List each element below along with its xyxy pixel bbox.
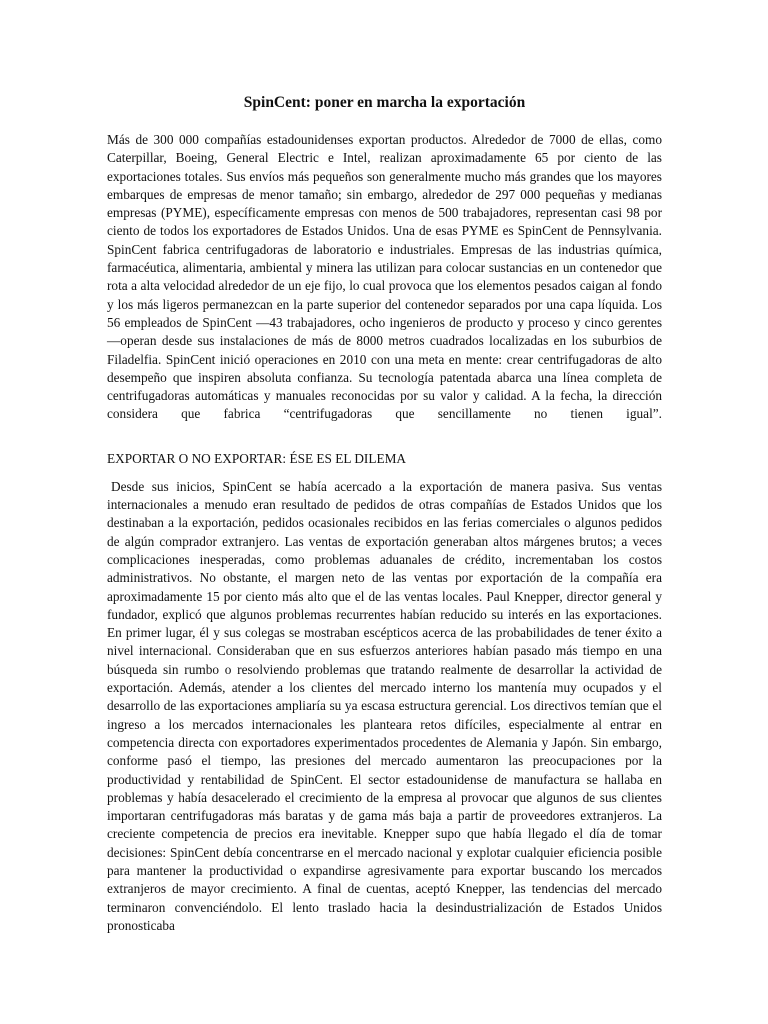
section-heading: EXPORTAR O NO EXPORTAR: ÉSE ES EL DILEMA (107, 450, 407, 466)
intro-paragraph: Más de 300 000 compañías estadounidenses exportan productos. Alrededor de 7000 de ellas, como Caterpillar, Boeing, General Electric e Intel, realizan aproximadamente 65 por ciento de las exportaciones totales. Sus envíos más pequeños son generalmente mucho más grandes que los mayores embarques de empresas de menor tamaño; sin embargo, alrededor de 297 000 pequeñas y medianas empresas (PYME), específicamente empresas con menos de 500 trabajadores, representan casi 98 por ciento de todos los exportadores de Estados Unidos. Una de esas PYME es SpinCent de Pennsylvania. SpinCent fabrica centrifugadoras de laboratorio e industriales. Empresas de las industrias química, farmacéutica, alimentaria, ambiental y minera las utilizan para colocar sustancias en un contenedor que rota a alta velocidad alrededor de un eje fijo, lo cual provoca que los elementos pesados caigan al fondo y los más ligeros permanezcan en la parte superior del contenedor separados por una capa líquida. Los 56 empleados de SpinCent —43 trabajadores, ocho ingenieros de producto y proceso y cinco gerentes—operan desde sus instalaciones de más de 8000 metros cuadrados localizadas en los suburbios de Filadelfia. SpinCent inició operaciones en 2010 con una meta en mente: crear centrifugadoras de alto desempeño que inspiren absoluta confianza. Su tecnología patentada abarca una línea completa de centrifugadoras automáticas y manuales reconocidas por su valor y calidad. A la fecha, la dirección considera que fabrica “centrifugadoras que sencillamente no tienen igual”. (107, 132, 662, 422)
section-paragraph: Desde sus inicios, SpinCent se había acercado a la exportación de manera pasiva. Sus ventas internacionales a menudo eran resultado de pedidos de otras compañías de Estados Unidos que los destinaban a la exportación, pedidos ocasionales recibidos en las ferias comerciales o algunos pedidos de algún comprador extranjero. Las ventas de exportación generaban altos márgenes brutos; a veces complicaciones inesperadas, como problemas aduanales de crédito, incrementaban los costos administrativos. No obstante, el margen neto de las ventas por exportación de la compañía era aproximadamente 15 por ciento más alto que el de las ventas locales. Paul Knepper, director general y fundador, explicó que algunos problemas recurrentes habían reducido su interés en las exportaciones. En primer lugar, él y sus colegas se mostraban escépticos acerca de las probabilidades de tener éxito a nivel internacional. Consideraban que en sus esfuerzos anteriores habían pasado más tiempo en una búsqueda sin rumbo o resolviendo problemas que tratando realmente de desarrollar la actividad de exportación. Además, atender a los clientes del mercado interno los mantenía muy ocupados y el desarrollo de las exportaciones ampliaría su ya escasa estructura gerencial. Los directivos temían que el ingreso a los mercados internacionales les planteara retos difíciles, especialmente al entrar en competencia directa con exportadores experimentados procedentes de Alemania y Japón. Sin embargo, conforme pasó el tiempo, las presiones del mercado aumentaron las preocupaciones por la productividad y rentabilidad de SpinCent. El sector estadounidense de manufactura se hallaba en problemas y había desacelerado el crecimiento de la empresa al provocar que algunos de sus clientes importaran centrifugadoras más baratas y de gama más baja a partir de proveedores extranjeros. La creciente competencia de precios era inevitable. Knepper supo que había llegado el día de tomar decisiones: SpinCent debía concentrarse en el mercado nacional y explotar cualquier eficiencia posible para mantener la productividad o expandirse agresivamente para exportar buscando los mercados extranjeros de mayor crecimiento. A final de cuentas, aceptó Knepper, las tendencias del mercado terminaron convenciéndolo. El lento traslado hacia la desindustrialización de Estados Unidos pronosticaba (107, 478, 662, 933)
document-title: SpinCent: poner en marcha la exportación (243, 94, 526, 111)
